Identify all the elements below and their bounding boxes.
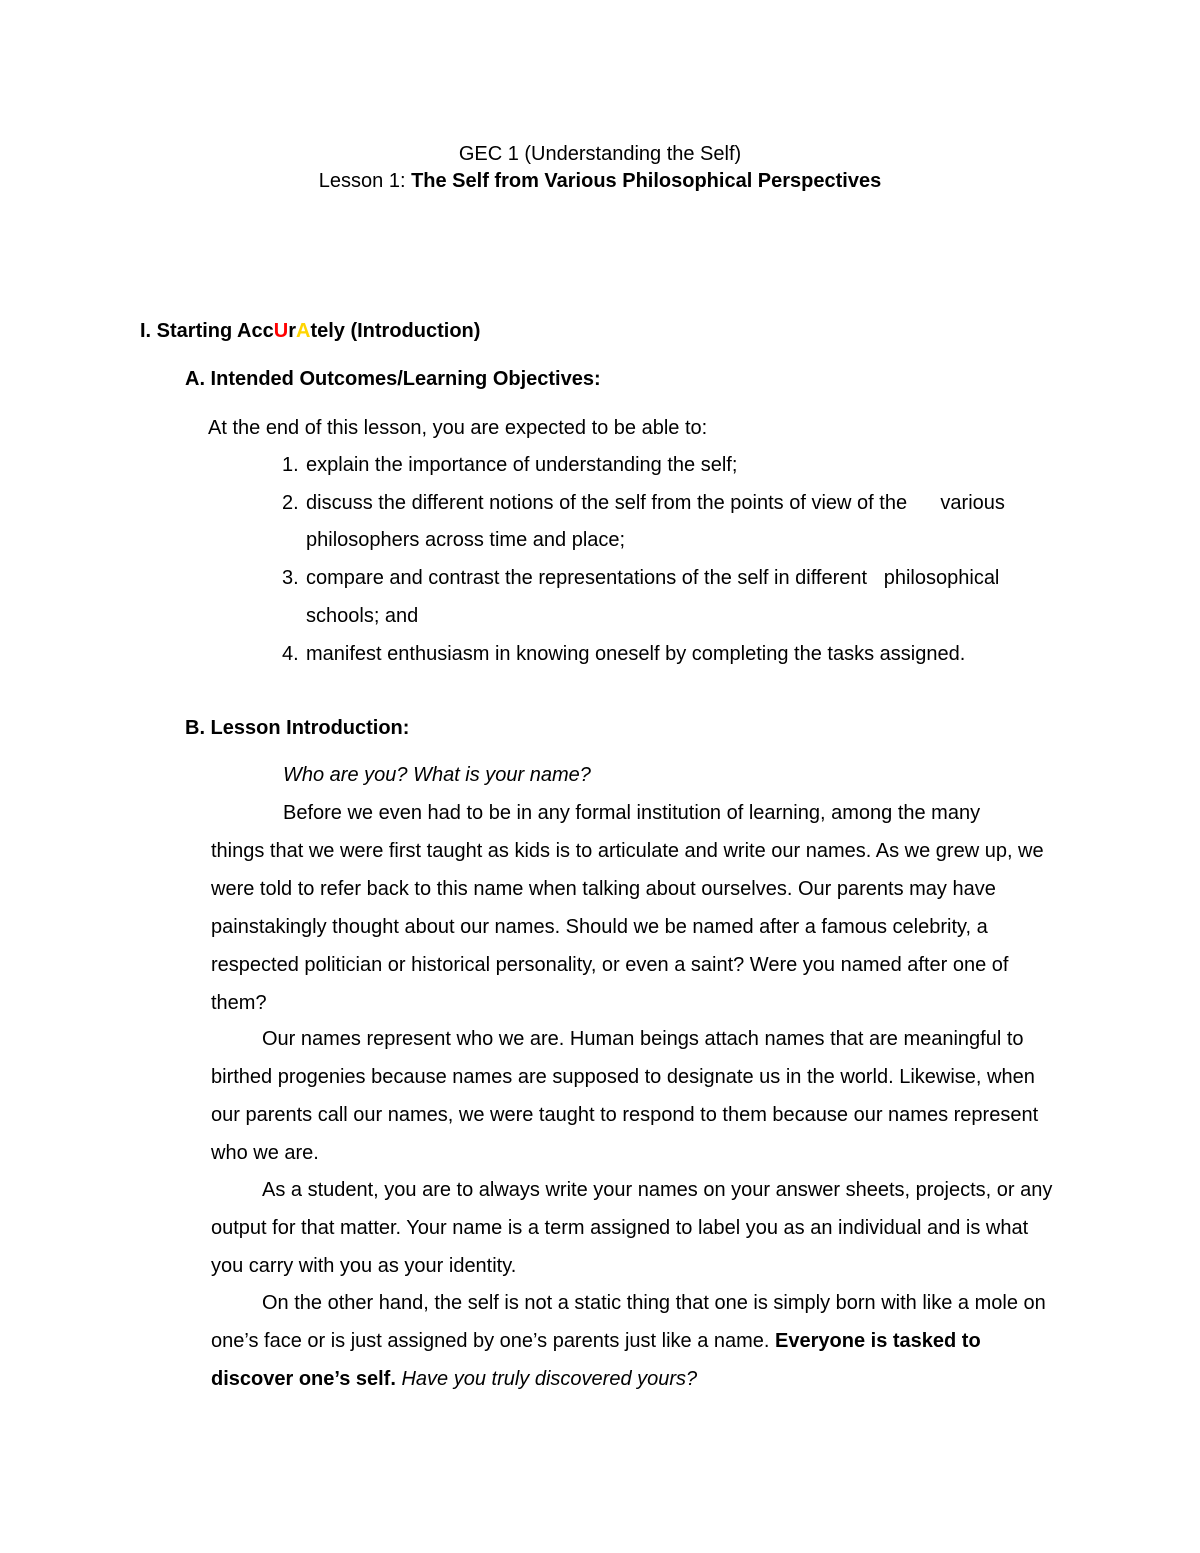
course-title: GEC 1 (Understanding the Self)	[458, 143, 742, 165]
lesson-prefix: Lesson 1:	[318, 170, 412, 192]
intro-question: Who are you? What is your name?	[283, 764, 591, 786]
paragraph-1-first-line: Before we even had to be in any formal institution of learning, among the many	[283, 802, 981, 824]
objective-text-continued: schools; and	[306, 605, 419, 627]
objectives-intro: At the end of this lesson, you are expected to be able to:	[208, 417, 708, 439]
section-i-heading-r: r	[288, 320, 296, 342]
section-b-heading: B. Lesson Introduction:	[185, 717, 410, 739]
section-i-heading-post: tely (Introduction)	[310, 320, 481, 342]
section-a-heading: A. Intended Outcomes/Learning Objectives:	[185, 368, 601, 390]
objective-text: discuss the different notions of the self from the points of view of the various	[306, 492, 1005, 514]
section-i-heading	[140, 319, 480, 343]
lesson-title: The Self from Various Philosophical Perspectives	[411, 170, 882, 192]
section-i-heading-u: U	[273, 320, 289, 342]
objective-text: compare and contrast the representations of the self in different philosophical	[306, 567, 1000, 589]
objective-text-continued: philosophers across time and place;	[306, 529, 626, 551]
paragraph-4-emphasis: Everyone is tasked to discover one’s self.	[211, 1330, 981, 1390]
objective-number: 1.	[282, 454, 299, 476]
paragraph-2: Our names represent who we are. Human beings attach names that are meaningful to birthed progenies because names are supposed to designate us in the world. Likewise, when our parents call our names, we were taught to respond to them because our names represent who we are.	[211, 1028, 1039, 1164]
paragraph-4	[211, 1284, 1061, 1398]
paragraph-1-body: things that we were first taught as kids is to articulate and write our names. As we grew up, we were told to refer back to this name when talking about ourselves. Our parents may have painstakingly thought about our names. Should we be named after a famous celebrity, a respected politician or historical personality, or even a saint? Were you named after one of them?	[211, 840, 1044, 1014]
objective-text: manifest enthusiasm in knowing oneself by completing the tasks assigned.	[306, 643, 966, 665]
objective-number: 2.	[282, 492, 299, 514]
section-i-heading-a: A	[295, 320, 311, 342]
objective-number: 3.	[282, 567, 299, 589]
paragraph-4-question: Have you truly discovered yours?	[395, 1368, 698, 1390]
paragraph-4-text: On the other hand, the self is not a static thing that one is simply born with like a mole on one’s face or is just assigned by one’s parents just like a name.	[211, 1292, 1046, 1352]
paragraph-3: As a student, you are to always write your names on your answer sheets, projects, or any output for that matter. Your name is a term assigned to label you as an individual and is what you carry with you as your identity.	[211, 1179, 1053, 1277]
lesson-title-line	[0, 169, 1200, 193]
objective-text: explain the importance of understanding the self;	[306, 454, 738, 476]
objective-number: 4.	[282, 643, 299, 665]
section-i-heading-pre: I. Starting Acc	[140, 320, 274, 342]
